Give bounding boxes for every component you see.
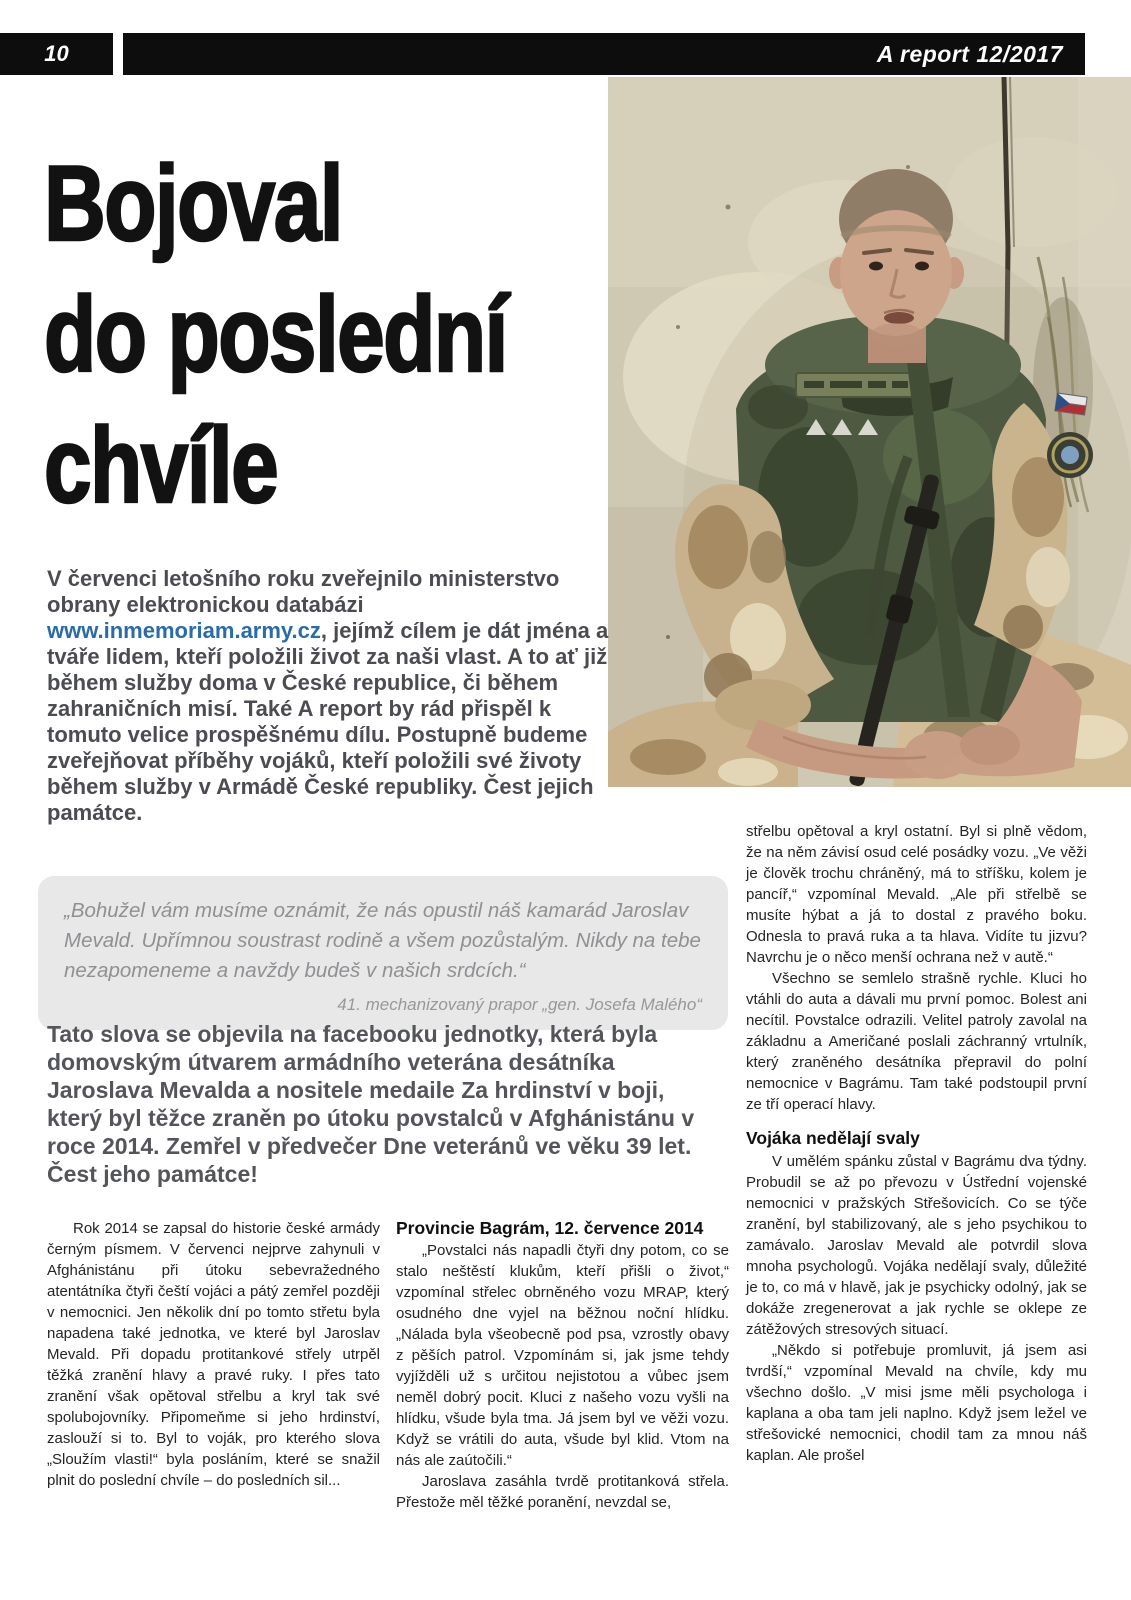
column-right (746, 821, 1087, 1466)
title-line-3: chvíle (44, 405, 278, 525)
quote-text: „Bohužel vám musíme oznámit, že nás opustil náš kamarád Jaroslav Mevald. Upřímnou soustrast rodině a všem pozůstalým. Nikdy na tebe nezapomeneme a navždy budeš v našich srdcích.“ (64, 899, 701, 982)
body-paragraph: Všechno se semlelo strašně rychle. Kluci ho vtáhli do auta a dávali mu první pomoc. Bolest ani necítil. Povstalce odrazili. Velitel patroly zavolal na základnu a Američané poslali záchranný vrtulník, který zraněného desátníka přepravil do polní nemocnice v Bagrámu. Tam také podstoupil první ze tří operací hlavy. (746, 970, 1087, 1113)
issue-bar (123, 33, 1085, 75)
body-paragraph: Jaroslava zasáhla tvrdě protitanková střela. Přestože měl těžké poranění, nevzdal se, (396, 1473, 729, 1511)
column-left (47, 1218, 380, 1491)
body-paragraph: Rok 2014 se zapsal do historie české armády černým písmem. V červenci nejprve zahynuli v Afghánistánu při útoku sebevražedného atentátníka čtyři čeští vojáci a pátý zemřel později v nemocnici. Jen několik dní po tomto střetu byla napadena také jednotka, ve které byl Jaroslav Mevald. Při dopadu protitankové střely utrpěl těžká zranění hlavy a pravé ruky. I přes tato zranění však opětoval střelbu a kryl tak své spolubojovníky. Připomeňme si jeho hrdinství, zaslouží si to. Byl to voják, pro kterého slova „Sloužím vlasti!“ byla posláním, které se snažil plnit do poslední chvíle – do posledních sil... (47, 1220, 380, 1489)
soldier-photo (608, 77, 1131, 787)
issue-label: A report 12/2017 (876, 40, 1063, 67)
body-paragraph: střelbu opětoval a kryl ostatní. Byl si plně vědom, že na něm závisí osud celé posádky vozu. „Ve věži je člověk trochu chráněný, má to stříšku, kolem je pancíř,“ vzpomínal Mevald. „Ale při střelbě se musíte hýbat a já to dostal z pravého boku. Odnesla to pravá ruka a ta hlava. Vidíte tu jizvu? Navrchu je o něco menší ochrana než v autě.“ (746, 823, 1087, 966)
section-heading-svaly: Vojáka nedělají svaly (746, 1128, 920, 1148)
title-line-1: Bojoval (44, 143, 342, 263)
section-heading-bagram: Provincie Bagrám, 12. července 2014 (396, 1218, 704, 1238)
body-paragraph: „Povstalci nás napadli čtyři dny potom, co se stalo neštěstí klukům, kteří přišli o život,“ vzpomínal střelec obrněného vozu MRAP, který osudného dne vyjel na běžnou noční hlídku. „Nálada byla všeobecně pod psa, vzrostly obavy z pěších patrol. Vzpomínám si, jak jsme tehdy vyjížděli už s určitou nejistotou a vůbec jsem neměl dobrý pocit. Kluci z našeho vozu vyšli na hlídku, všude byla tma. Já jsem byl ve věži vozu. Když se vrátili do auta, všude byl klid. Vtom na nás ale zaútočili.“ (396, 1242, 729, 1469)
intro-paragraph: Tato slova se objevila na facebooku jednotky, která byla domovským útvarem armádního veterána desátníka Jaroslava Mevalda a nositele medaile Za hrdinství v boji, který byl těžce zraněn po útoku povstalců v Afghánistánu v roce 2014. Zemřel v předvečer Dne veteránů ve věku 39 let. Čest jeho památce! (47, 1021, 695, 1187)
page-number: 10 (44, 41, 69, 66)
lead-paragraph (47, 566, 609, 826)
lead-text-after-link: , jejímž cílem je dát jména a tváře lidem, kteří položili život za naši vlast. A to ať již během služby doma v České republice, či během zahraničních misí. Také A report by rád přispěl k tomuto velice prospěšnému dílu. Postupně budeme zveřejňovat příběhy vojáků, kteří položili své životy během služby v Armádě České republiky. Čest jejich památce. (47, 618, 609, 825)
column-middle (396, 1218, 729, 1513)
quote-attribution: 41. mechanizovaný prapor „gen. Josefa Malého“ (337, 995, 702, 1014)
body-paragraph: V umělém spánku zůstal v Bagrámu dva týdny. Probudil se až po převozu v Ústřední vojenské nemocnici v pražských Střešovicích. Co se týče zranění, byl stabilizovaný, ale s jeho psychikou to zamávalo. Jaroslav Mevald ale potvrdil slova mnoha psychologů. Vojáka nedělají svaly, důležité je to, co má v hlavě, jak je psychicky odolný, jak se dokáže zregenerovat a jak rychle se oklepe ze zátěžových stresových situací. (746, 1153, 1087, 1338)
soldier-photo-illustration (608, 77, 1131, 787)
lead-text-before-link: V červenci letošního roku zveřejnilo ministerstvo obrany elektronickou databázi (47, 566, 560, 617)
body-paragraph: „Někdo si potřebuje promluvit, já jsem asi tvrdší,“ vzpomínal Mevald na chvíle, kdy mu všechno došlo. „V misi jsme měli psychologa i kaplana a oba tam jeli naplno. Když jsem ležel ve střešovické nemocnici, chodil tam za mnou náš kaplan. Ale prošel (746, 1342, 1087, 1464)
article-title (44, 138, 622, 531)
page-number-bar (0, 33, 113, 75)
condolence-quote-box (38, 876, 728, 1030)
inmemoriam-link[interactable]: www.inmemoriam.army.cz (47, 618, 321, 643)
title-line-2: do poslední (44, 274, 507, 394)
